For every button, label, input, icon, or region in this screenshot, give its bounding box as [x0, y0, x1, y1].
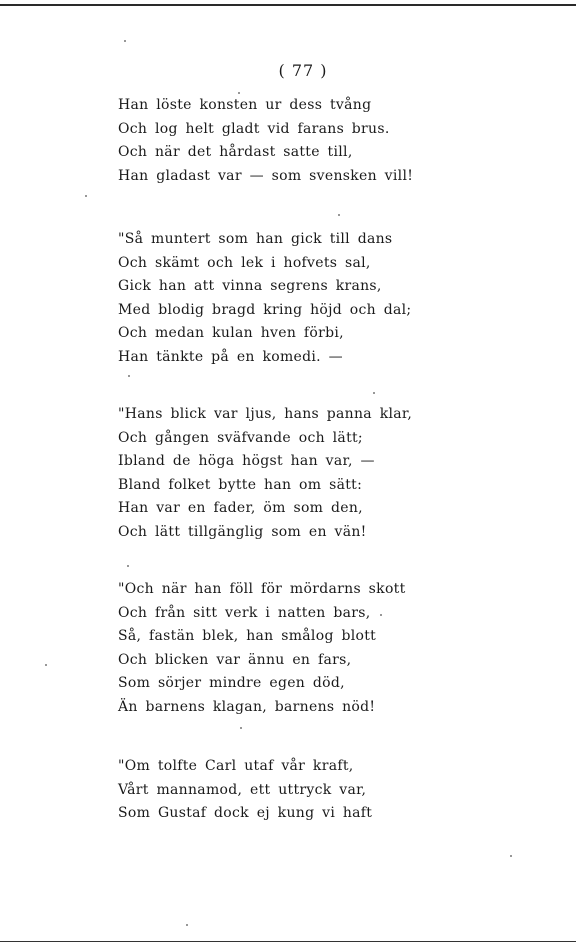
- poem-line: Än barnens klagan, barnens nöd!: [118, 698, 376, 715]
- scan-speck: [380, 614, 382, 616]
- poem-line: Som sörjer mindre egen död,: [118, 675, 345, 691]
- poem-line: Han löste konsten ur dess tvång: [118, 97, 372, 113]
- page-number: ( 77 ): [278, 61, 328, 80]
- poem-line: "Hans blick var ljus, hans panna klar,: [118, 406, 413, 422]
- scan-speck: [127, 565, 129, 567]
- stanza-4: [118, 578, 406, 719]
- poem-line: Och lätt tillgänglig som en vän!: [118, 523, 367, 540]
- stanza-3: [118, 403, 412, 544]
- scan-speck: [85, 195, 87, 197]
- bottom-rule: [0, 941, 576, 942]
- scan-speck: [128, 375, 130, 377]
- stanza-2: [118, 228, 411, 369]
- poem-line: Som Gustaf dock ej kung vi haft: [118, 805, 373, 821]
- poem-line: Han var en fader, öm som den,: [118, 500, 363, 516]
- poem-line: Och från sitt verk i natten bars,: [118, 604, 371, 621]
- scan-speck: [45, 664, 47, 666]
- scan-speck: [510, 855, 512, 857]
- poem-line: Och blicken var ännu en fars,: [118, 651, 352, 668]
- poem-line: "Så muntert som han gick till dans: [118, 231, 393, 247]
- poem-line: Med blodig bragd kring höjd och dal;: [118, 301, 412, 318]
- scan-speck: [338, 214, 340, 216]
- poem-line: "Om tolfte Carl utaf vår kraft,: [118, 758, 354, 774]
- poem-line: Och när det hårdast satte till,: [118, 144, 353, 160]
- poem-line: Och medan kulan hven förbi,: [118, 325, 344, 341]
- poem-line: Så, fastän blek, han smålog blott: [118, 628, 377, 644]
- scan-speck: [240, 727, 242, 729]
- poem-line: Han gladast var — som svensken vill!: [118, 167, 414, 184]
- poem-line: Ibland de höga högst han var, —: [118, 453, 375, 469]
- poem-line: Gick han att vinna segrens krans,: [118, 278, 382, 294]
- poem-line: Bland folket bytte han om sätt:: [118, 476, 363, 493]
- scan-speck: [238, 92, 240, 94]
- stanza-1: [118, 94, 413, 188]
- poem-line: Och log helt gladt vid farans brus.: [118, 120, 390, 137]
- scan-speck: [124, 40, 126, 42]
- poem-line: Vårt mannamod, ett uttryck var,: [118, 781, 367, 798]
- scan-speck: [186, 924, 188, 926]
- scan-speck: [373, 392, 375, 394]
- poem-line: "Och när han föll för mördarns skott: [118, 581, 406, 597]
- poem-line: Han tänkte på en komedi. —: [118, 348, 343, 365]
- poem-line: Och gången sväfvande och lätt;: [118, 429, 363, 446]
- stanza-5: [118, 755, 372, 826]
- poem-line: Och skämt och lek i hofvets sal,: [118, 254, 371, 271]
- top-rule: [0, 4, 576, 6]
